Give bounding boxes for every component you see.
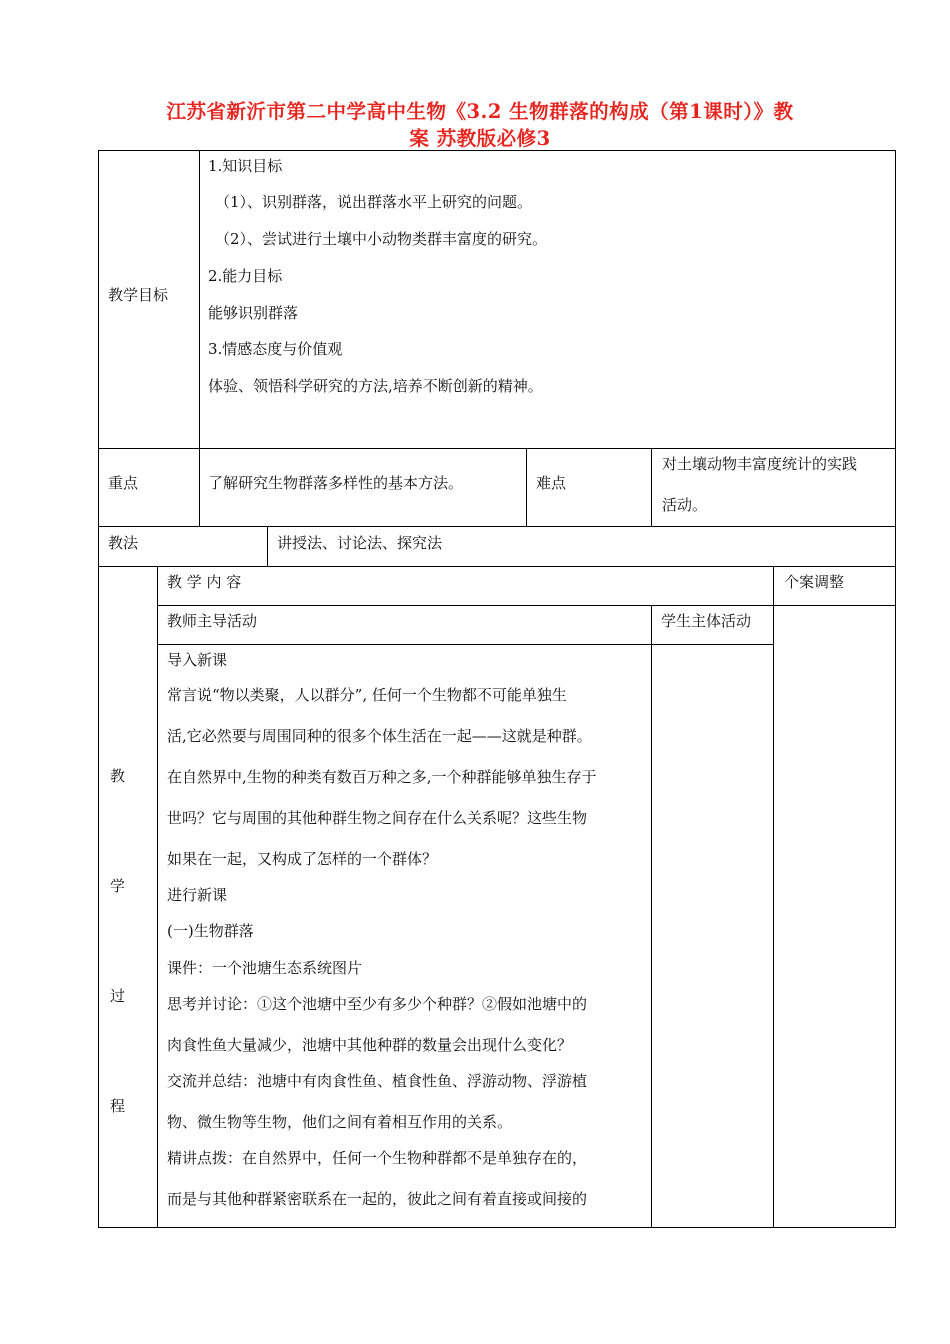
title-line-2: 案 苏教版必修3	[409, 127, 551, 150]
content-line: 而是与其他种群紧密联系在一起的，彼此之间有着直接或间接的	[167, 1190, 588, 1208]
table-border-top	[98, 150, 896, 151]
process-label-char: 学	[110, 877, 126, 895]
content-line: 肉食性鱼大量减少，池塘中其他种群的数量会出现什么变化？	[167, 1036, 573, 1054]
table-border-right	[895, 150, 896, 1228]
content-line: 世吗？它与周围的其他种群生物之间存在什么关系呢？这些生物	[167, 809, 588, 827]
col-divider-difficulty-left	[526, 448, 527, 526]
content-line: 思考并讨论：①这个池塘中至少有多少个种群？②假如池塘中的	[167, 995, 588, 1013]
content-line: 导入新课	[167, 651, 228, 669]
row-divider-2	[98, 526, 896, 527]
title-line-1: 江苏省新沂市第二中学高中生物《3.2 生物群落的构成（第1课时）》教	[166, 100, 794, 123]
objectives-label: 教学目标	[108, 286, 169, 304]
method-text: 讲授法、讨论法、探究法	[277, 534, 443, 552]
content-header: 教 学 内 容	[167, 573, 242, 591]
col-divider-method	[267, 526, 268, 566]
difficulty-text: 对土壤动物丰富度统计的实践	[662, 455, 858, 473]
content-line: 物、微生物等生物，他们之间有着相互作用的关系。	[167, 1113, 513, 1131]
row-divider-3	[98, 566, 896, 567]
row-divider-1	[98, 448, 896, 449]
table-border-bottom	[98, 1227, 896, 1228]
col-divider-difficulty-right	[651, 448, 652, 526]
document-title	[100, 98, 860, 152]
content-line: 交流并总结：池塘中有肉食性鱼、植食性鱼、浮游动物、浮游植	[167, 1072, 588, 1090]
process-label-char: 过	[110, 987, 126, 1005]
objective-line: （2）、尝试进行土壤中小动物类群丰富度的研究。	[215, 230, 548, 248]
key-points-label: 重点	[108, 474, 139, 492]
row-divider-activity-header	[157, 644, 773, 645]
content-line: 常言说“物以类聚，人以群分”, 任何一个生物都不可能单独生	[167, 686, 567, 704]
objective-line: 体验、领悟科学研究的方法,培养不断创新的精神。	[208, 377, 543, 395]
content-line: (一)生物群落	[167, 922, 254, 940]
objective-line: 2.能力目标	[208, 267, 283, 285]
col-divider-process-label	[157, 566, 158, 1227]
objective-line: 能够识别群落	[208, 304, 299, 322]
process-label-char: 程	[110, 1097, 126, 1115]
teacher-header: 教师主导活动	[167, 612, 258, 630]
row-divider-content-header	[157, 605, 896, 606]
difficulty-label: 难点	[536, 474, 567, 492]
content-line: 课件：一个池塘生态系统图片	[167, 959, 363, 977]
content-line: 精讲点拨：在自然界中，任何一个生物种群都不是单独存在的，	[167, 1149, 588, 1167]
objective-line: 3.情感态度与价值观	[208, 340, 343, 358]
difficulty-text: 活动。	[662, 496, 708, 514]
table-border-left	[98, 150, 99, 1228]
col-divider-objectives	[199, 150, 200, 526]
col-divider-student	[651, 605, 652, 1227]
method-label: 教法	[108, 534, 139, 552]
key-points-text: 了解研究生物群落多样性的基本方法。	[208, 474, 464, 492]
content-line: 活,它必然要与周围同种的很多个体生活在一起——这就是种群。	[167, 727, 592, 745]
objective-line: 1.知识目标	[208, 157, 283, 175]
content-line: 进行新课	[167, 886, 228, 904]
student-header: 学生主体活动	[661, 612, 752, 630]
adjust-header: 个案调整	[784, 573, 845, 591]
objective-line: （1）、识别群落，说出群落水平上研究的问题。	[215, 193, 533, 211]
process-label-char: 教	[110, 767, 126, 785]
col-divider-adjust	[773, 566, 774, 1227]
content-line: 如果在一起，又构成了怎样的一个群体？	[167, 850, 438, 868]
content-line: 在自然界中,生物的种类有数百万种之多,一个种群能够单独生存于	[167, 768, 597, 786]
